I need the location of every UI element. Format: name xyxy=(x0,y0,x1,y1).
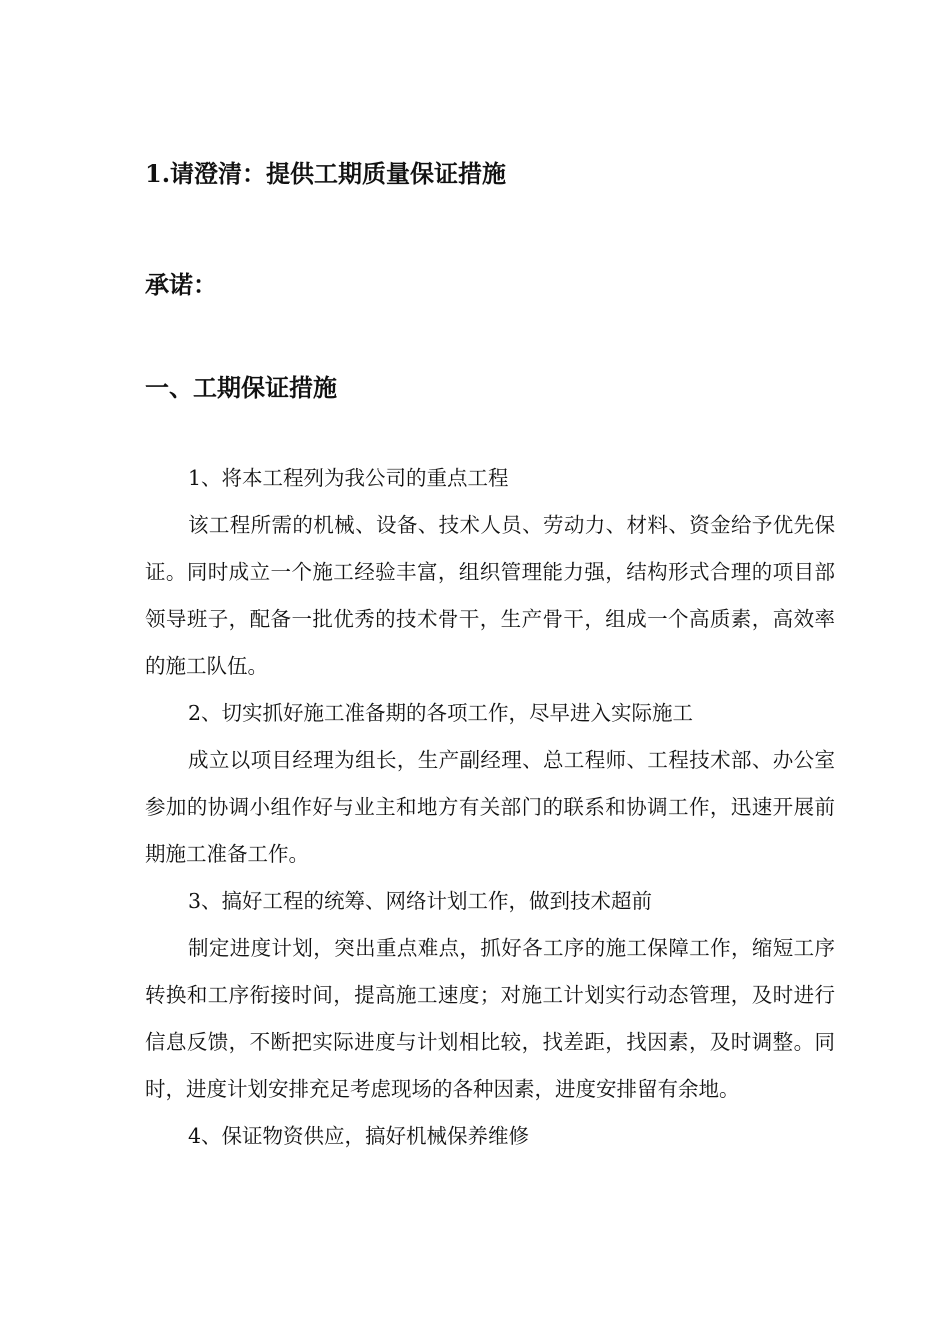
paragraph-2: 成立以项目经理为组长，生产副经理、总工程师、工程技术部、办公室参加的协调小组作好与业主和地方有关部门的联系和协调工作，迅速开展前期施工准备工作。 xyxy=(145,748,835,866)
paragraph-3: 制定进度计划，突出重点难点，抓好各工序的施工保障工作，缩短工序转换和工序衔接时间，提高施工速度；对施工计划实行动态管理，及时进行信息反馈，不断把实际进度与计划相比较，找差距，找因素，及时调整。同时，进度计划安排充足考虑现场的各种因素，进度安排留有余地。 xyxy=(145,936,835,1101)
subheading-2: 2、切实抓好施工准备期的各项工作，尽早进入实际施工 xyxy=(188,701,694,725)
commitment-heading: 承诺： xyxy=(145,270,217,299)
subheading-3: 3、搞好工程的统筹、网络计划工作，做到技术超前 xyxy=(188,889,653,913)
body-text xyxy=(145,455,835,1160)
subheading-1: 1、将本工程列为我公司的重点工程 xyxy=(188,466,509,490)
section-heading: 一、工期保证措施 xyxy=(145,373,337,402)
clarify-heading: 1.请澄清：提供工期质量保证措施 xyxy=(145,159,507,188)
subheading-4: 4、保证物资供应，搞好机械保养维修 xyxy=(188,1124,530,1148)
paragraph-1: 该工程所需的机械、设备、技术人员、劳动力、材料、资金给予优先保证。同时成立一个施工经验丰富，组织管理能力强，结构形式合理的项目部领导班子，配备一批优秀的技术骨干，生产骨干，组成一个高质素，高效率的施工队伍。 xyxy=(145,513,835,678)
